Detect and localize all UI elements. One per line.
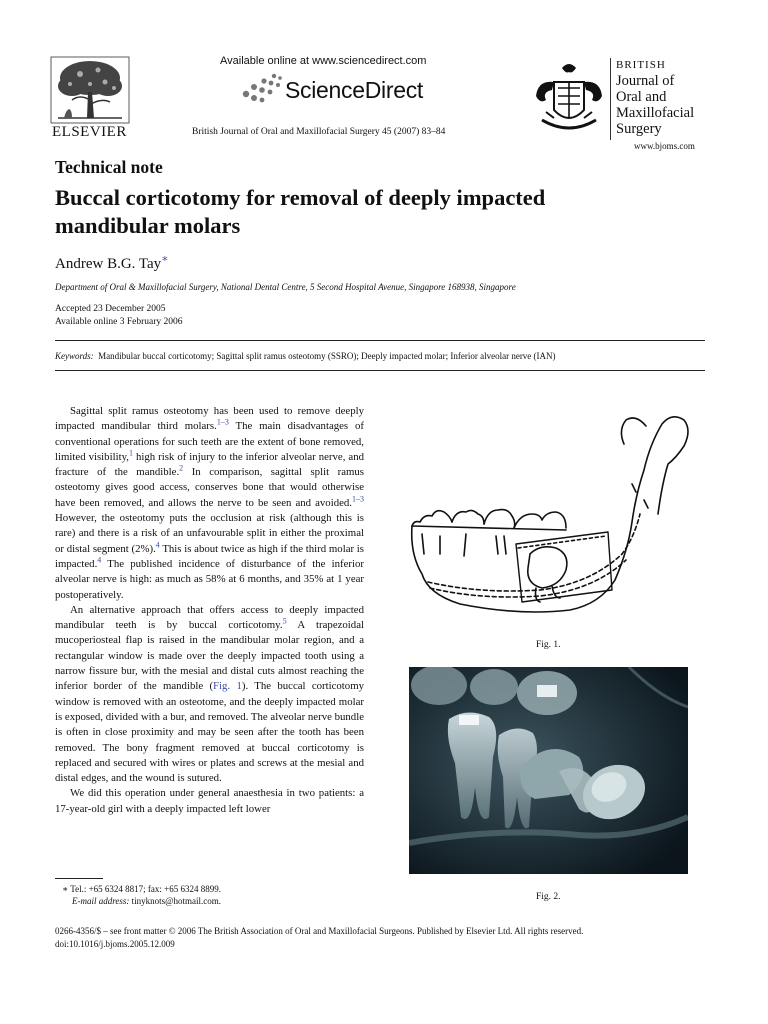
article-dates [55, 303, 183, 329]
paragraph [55, 603, 364, 787]
journal-url-link[interactable]: www.bjoms.com [634, 141, 695, 151]
dental-radiograph [409, 667, 688, 874]
mandible-line-drawing [400, 404, 700, 632]
accepted-date: Accepted 23 December 2005 [55, 304, 166, 314]
author-line [55, 252, 169, 273]
keywords-top-rule [55, 340, 705, 341]
publisher-name: ELSEVIER [52, 124, 127, 140]
text-run: high risk of injury to the inferior alveolar nerve, and fracture of the mandible. [55, 450, 364, 479]
text-run: This is about twice as high if the third molar is impacted. [55, 542, 364, 570]
paragraph [55, 786, 364, 817]
email-label: E-mail address: [72, 896, 130, 906]
journal-citation: British Journal of Oral and Maxillofacial Surgery 45 (2007) 83–84 [192, 127, 446, 137]
elsevier-tree-logo [50, 56, 130, 128]
journal-name-line: Oral and [616, 89, 667, 105]
article-title: Buccal corticotomy for removal of deeply impacted mandibular molars [55, 185, 546, 238]
sciencedirect-dots-icon [240, 72, 284, 104]
journal-name-block [616, 57, 694, 137]
figure-2-caption: Fig. 2. [536, 892, 561, 902]
article-type: Technical note [55, 157, 163, 177]
text-run: However, the osteotomy puts the occlusion at risk (although this is rare) and there is a risk of an unfavourable split in either the proximal or distal segment (2%). [55, 512, 364, 555]
figure-link[interactable]: Fig. 1 [213, 680, 242, 693]
paragraph [55, 404, 364, 603]
reference-link[interactable]: 2 [179, 463, 184, 473]
author-affiliation: Department of Oral & Maxillofacial Surgery, National Dental Centre, 5 Second Hospital Avenue, Singapore 168938, Singapore [55, 282, 516, 292]
text-run: A trapezoidal mucoperiosteal flap is raised in the mandibular molar region, and a rectangular window is made over the deeply impacted tooth using a narrow fissure bur, with the mesial and distal cuts almost reaching the inferior border of the mandible ( [55, 619, 364, 693]
bjoms-crest-logo [532, 60, 606, 136]
sciencedirect-wordmark: ScienceDirect [285, 77, 423, 103]
reference-link[interactable]: 4 [155, 540, 160, 550]
reference-link[interactable]: 1 [128, 448, 133, 458]
journal-name-line: Journal of [616, 73, 675, 89]
footnote-contact: Tel.: +65 6324 8817; fax: +65 6324 8899. [68, 884, 221, 894]
email-address[interactable]: tinyknots@hotmail.com. [129, 896, 221, 906]
text-run: The main disadvantages of conventional operations for such teeth are the extent of bone removed, limited visibility, [55, 420, 364, 463]
reference-link[interactable]: 1–3 [352, 494, 364, 504]
copyright-line: 0266-4356/$ – see front matter © 2006 The British Association of Oral and Maxillofacial Surgeons. Published by Elsevier Ltd. All rights reserved. [55, 926, 584, 936]
text-run: Sagittal split ramus osteotomy has been used to remove deeply impacted mandibular third molars. [55, 405, 364, 433]
text-run: An alternative approach that offers access to deeply impacted mandibular teeth is by buccal corticotomy. [55, 603, 364, 632]
online-date: Available online 3 February 2006 [55, 317, 183, 327]
text-run: We did this operation under general anaesthesia in two patients: a 17-year-old girl with a deeply impacted left lower [55, 787, 364, 815]
available-online-link[interactable]: Available online at www.sciencedirect.com [220, 55, 427, 67]
author-footnote-mark[interactable]: ∗ [161, 253, 169, 265]
author-name[interactable]: Andrew B.G. Tay [55, 256, 162, 272]
figure-1-caption: Fig. 1. [536, 640, 561, 650]
journal-name-line: Maxillofacial [616, 105, 695, 121]
keywords-bottom-rule [55, 370, 705, 371]
footnote-rule [55, 878, 103, 879]
reference-link[interactable]: 4 [97, 555, 102, 565]
body-text-column [55, 404, 364, 817]
keywords-line [55, 351, 556, 361]
keywords-label: Keywords: [55, 351, 94, 361]
footnote [62, 883, 221, 907]
doi-link[interactable]: doi:10.1016/j.bjoms.2005.12.009 [55, 938, 175, 949]
footnote-mark: ∗ [62, 884, 69, 894]
text-run: In comparison, sagittal split ramus osteotomy gives good access, conserves bone that would otherwise have been removed, and allows the nerve to be seen and avoided. [55, 466, 364, 509]
text-run: The published incidence of disturbance of the inferior alveolar nerve is high: as much as 58% at 6 months, and 35% at 1 year postoperatively. [55, 557, 364, 601]
reference-link[interactable]: 5 [282, 616, 287, 626]
keywords-list: Mandibular buccal corticotomy; Sagittal split ramus osteotomy (SSRO); Deeply impacted molar; Inferior alveolar nerve (IAN) [98, 351, 556, 361]
reference-link[interactable]: 1–3 [216, 417, 229, 427]
journal-name-line: BRITISH [616, 59, 666, 71]
header-divider [610, 58, 611, 140]
text-run: ). The buccal corticotomy window is removed with an osteotome, and the deeply impacted molar is exposed, divided with a bur, and removed. The alveolar nerve bundle is often in close proximity and may be seen after the tooth has been removed. The bony fragment removed at buccal corticotomy is replaced and secured with wires or plates and screws at the mesial and distal edges, and the wound is sutured. [55, 680, 365, 785]
journal-name-line: Surgery [616, 121, 662, 137]
front-matter [55, 925, 583, 950]
